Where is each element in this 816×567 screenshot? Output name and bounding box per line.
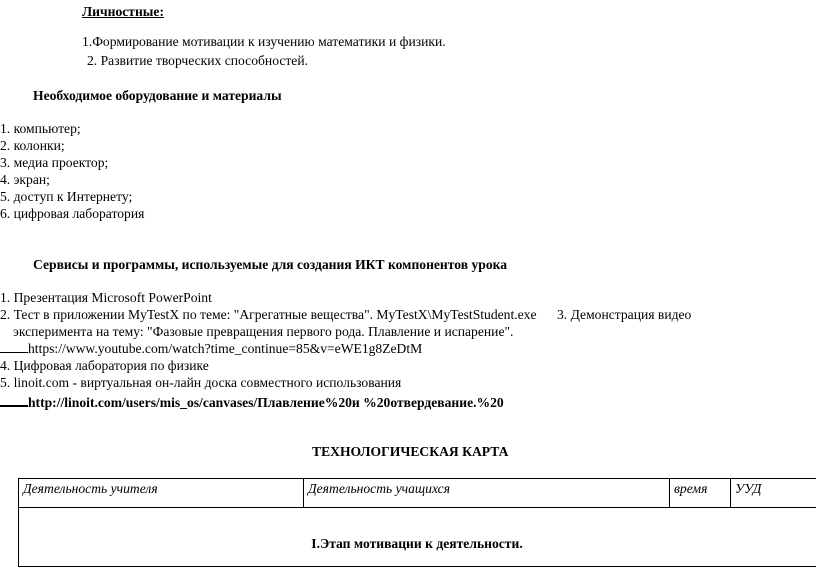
services-item-3-start: 3. Демонстрация видео: [557, 306, 691, 323]
col-teacher-activity: Деятельность учителя: [19, 479, 304, 508]
table-header-row: [19, 479, 816, 508]
personal-item-2: 2. Развитие творческих способностей.: [87, 52, 308, 69]
col-time: время: [670, 479, 731, 508]
stage-title: I.Этап мотивации к деятельности.: [19, 508, 816, 567]
services-item-3-link-row: [0, 340, 422, 357]
services-item-5-link-row: [0, 393, 504, 411]
col-uud: УУД: [731, 479, 816, 508]
equipment-item-1: 1. компьютер;: [0, 120, 81, 137]
tech-card-table: [18, 478, 816, 567]
personal-heading: Личностные:: [82, 3, 164, 20]
tech-card-title: ТЕХНОЛОГИЧЕСКАЯ КАРТА: [312, 443, 508, 460]
blank-line: [0, 393, 28, 407]
services-item-1: 1. Презентация Microsoft PowerPoint: [0, 289, 212, 306]
services-item-5: 5. linoit.com - виртуальная он-лайн доска совместного использования: [0, 374, 401, 391]
linoit-link[interactable]: http://linoit.com/users/mis_os/canvases/Плавление%20и %20отвердевание.%20: [28, 395, 504, 410]
equipment-item-4: 4. экран;: [0, 171, 50, 188]
services-heading: Сервисы и программы, используемые для создания ИКТ компонентов урока: [33, 256, 507, 273]
equipment-item-5: 5. доступ к Интернету;: [0, 188, 132, 205]
equipment-heading: Необходимое оборудование и материалы: [33, 87, 282, 104]
youtube-link[interactable]: https://www.youtube.com/watch?time_continue=85&v=eWE1g8ZeDtM: [28, 341, 422, 356]
services-item-2: 2. Тест в приложении MyTestX по теме: "Агрегатные вещества". MyTestX\MyTestStudent.exe: [0, 306, 537, 323]
blank-line: [0, 340, 28, 353]
col-student-activity: Деятельность учащихся: [304, 479, 670, 508]
equipment-item-3: 3. медиа проектор;: [0, 154, 108, 171]
equipment-item-6: 6. цифровая лаборатория: [0, 205, 144, 222]
equipment-item-2: 2. колонки;: [0, 137, 65, 154]
stage-row: [19, 508, 816, 567]
services-item-3-cont: эксперимента на тему: "Фазовые превращения первого рода. Плавление и испарение".: [13, 323, 513, 340]
services-item-4: 4. Цифровая лаборатория по физике: [0, 357, 209, 374]
personal-item-1: 1.Формирование мотивации к изучению математики и физики.: [82, 33, 446, 50]
